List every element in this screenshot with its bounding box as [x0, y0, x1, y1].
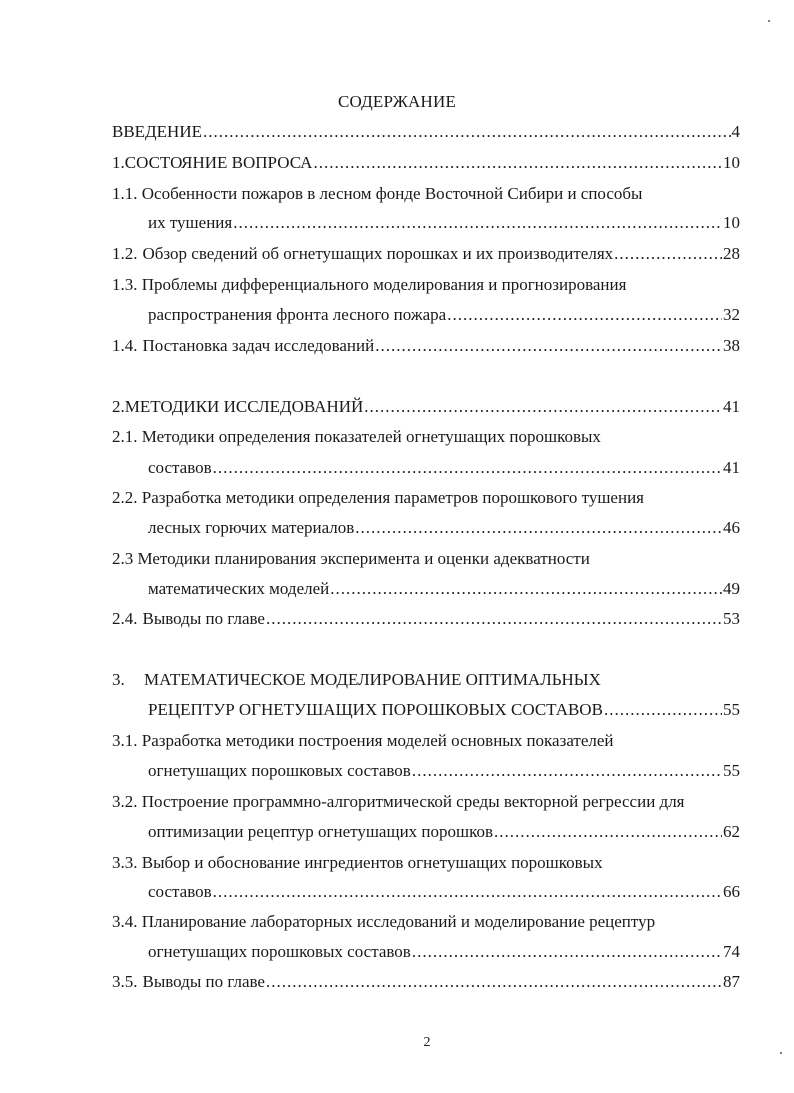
toc-entry-1-3-line2	[148, 304, 740, 326]
toc-entry-section-3-line1	[112, 669, 601, 691]
toc-entry-text: распространения фронта лесного пожара	[148, 305, 447, 324]
toc-entry-number: 2.2.	[112, 488, 138, 507]
toc-entry-section-3-line2	[148, 699, 740, 721]
toc-entry-number: 1.1.	[112, 184, 138, 203]
toc-entry-2-2-line2	[148, 517, 740, 539]
toc-entry-3-1-line2	[148, 760, 740, 782]
toc-entry-page: 10	[723, 153, 740, 172]
toc-entry-3-5	[112, 971, 740, 993]
toc-entry-intro	[112, 121, 740, 143]
leader-dots	[604, 699, 722, 721]
leader-dots	[266, 608, 722, 630]
toc-entry-text: Постановка задач исследований	[142, 336, 375, 355]
leader-dots	[614, 243, 722, 265]
toc-entry-page: 55	[723, 700, 740, 719]
toc-entry-page: 41	[723, 458, 740, 477]
toc-entry-3-2-line1	[112, 791, 685, 813]
toc-entry-number: 3.2.	[112, 792, 138, 811]
toc-entry-number: 3.1.	[112, 731, 138, 750]
toc-entry-page: 62	[723, 822, 740, 841]
toc-entry-page: 38	[723, 336, 740, 355]
leader-dots	[494, 821, 722, 843]
toc-entry-text: МАТЕМАТИЧЕСКОЕ МОДЕЛИРОВАНИЕ ОПТИМАЛЬНЫХ	[144, 670, 601, 689]
toc-entry-text: Проблемы дифференциального моделирования и прогнозирования	[141, 275, 627, 294]
leader-dots	[355, 517, 722, 539]
toc-entry-number: 1.	[112, 153, 125, 172]
leader-dots	[330, 578, 722, 600]
toc-entry-text: составов	[148, 458, 212, 477]
toc-entry-number: 3.5.	[112, 972, 138, 991]
toc-entry-text: лесных горючих материалов	[148, 518, 355, 537]
toc-entry-page: 32	[723, 305, 740, 324]
page-title: СОДЕРЖАНИЕ	[337, 92, 457, 111]
toc-entry-section-1	[112, 152, 740, 174]
toc-entry-number: 3.4.	[112, 912, 138, 931]
scan-speck	[780, 1052, 782, 1054]
leader-dots	[203, 121, 731, 143]
leader-dots	[447, 304, 722, 326]
leader-dots	[412, 760, 722, 782]
toc-entry-3-2-line2	[148, 821, 740, 843]
toc-entry-text: Разработка методики определения параметров порошкового тушения	[141, 488, 644, 507]
toc-entry-text: их тушения	[148, 213, 233, 232]
toc-entry-section-2	[112, 396, 740, 418]
toc-entry-page: 87	[723, 972, 740, 991]
toc-entry-text: МЕТОДИКИ ИССЛЕДОВАНИЙ	[124, 397, 364, 416]
toc-entry-page: 74	[723, 942, 740, 961]
toc-entry-text: оптимизации рецептур огнетушащих порошков	[148, 822, 494, 841]
toc-entry-text: Выбор и обоснование ингредиентов огнетушащих порошковых	[141, 853, 603, 872]
page-number: 2	[423, 1035, 431, 1050]
toc-entry-text: РЕЦЕПТУР ОГНЕТУШАЩИХ ПОРОШКОВЫХ СОСТАВОВ	[148, 700, 603, 719]
toc-entry-number: 2.4.	[112, 609, 138, 628]
toc-entry-page: 10	[723, 213, 740, 232]
toc-entry-text: математических моделей	[148, 579, 330, 598]
toc-entry-2-1-line2	[148, 457, 740, 479]
toc-entry-text: огнетушащих порошковых составов	[148, 761, 411, 780]
toc-entry-text: Методики определения показателей огнетушащих порошковых	[141, 427, 601, 446]
toc-entry-number: 1.2.	[112, 244, 138, 263]
leader-dots	[412, 941, 722, 963]
toc-entry-number: 1.4.	[112, 336, 138, 355]
toc-entry-text: Построение программно-алгоритмической среды векторной регрессии для	[141, 792, 685, 811]
toc-entry-2-4	[112, 608, 740, 630]
toc-entry-text: огнетушащих порошковых составов	[148, 942, 411, 961]
toc-entry-text: Выводы по главе	[142, 609, 265, 628]
toc-entry-3-4-line1	[112, 911, 655, 933]
toc-entry-3-3-line1	[112, 852, 603, 874]
toc-entry-text: Выводы по главе	[142, 972, 265, 991]
toc-entry-page: 28	[723, 244, 740, 263]
toc-entry-text: составов	[148, 882, 212, 901]
toc-entry-page: 49	[723, 579, 740, 598]
toc-entry-number: 2.	[112, 397, 125, 416]
toc-entry-page: 55	[723, 761, 740, 780]
toc-entry-page: 53	[723, 609, 740, 628]
toc-entry-2-2-line1	[112, 487, 644, 509]
toc-entry-text: СОСТОЯНИЕ ВОПРОСА	[124, 153, 313, 172]
toc-entry-text: Методики планирования эксперимента и оценки адекватности	[137, 549, 590, 568]
leader-dots	[213, 457, 722, 479]
toc-entry-1-2	[112, 243, 740, 265]
leader-dots	[233, 212, 722, 234]
toc-entry-page: 66	[723, 882, 740, 901]
leader-dots	[266, 971, 722, 993]
toc-entry-number: 3.3.	[112, 853, 138, 872]
toc-entry-text: ВВЕДЕНИЕ	[112, 122, 202, 141]
toc-entry-2-1-line1	[112, 426, 601, 448]
toc-entry-page: 41	[723, 397, 740, 416]
toc-entry-text: Обзор сведений об огнетушащих порошках и их производителях	[142, 244, 614, 263]
toc-entry-1-1-line2	[148, 212, 740, 234]
toc-entry-text: Планирование лабораторных исследований и моделирование рецептур	[141, 912, 656, 931]
leader-dots	[313, 152, 722, 174]
toc-entry-1-3-line1	[112, 274, 626, 296]
toc-entry-2-3-line1	[112, 548, 590, 570]
toc-entry-2-3-line2	[148, 578, 740, 600]
toc-entry-3-3-line2	[148, 881, 740, 903]
toc-entry-page: 4	[731, 122, 740, 141]
toc-entry-number: 2.3	[112, 549, 134, 568]
leader-dots	[375, 335, 722, 357]
toc-entry-1-1-line1	[112, 183, 642, 205]
toc-entry-number: 3.	[112, 670, 125, 689]
toc-entry-3-4-line2	[148, 941, 740, 963]
toc-entry-1-4	[112, 335, 740, 357]
toc-entry-text: Разработка методики построения моделей основных показателей	[141, 731, 614, 750]
toc-entry-number: 1.3.	[112, 275, 138, 294]
leader-dots	[364, 396, 722, 418]
leader-dots	[213, 881, 722, 903]
toc-entry-3-1-line1	[112, 730, 614, 752]
toc-entry-number: 2.1.	[112, 427, 138, 446]
scan-speck	[768, 20, 770, 22]
toc-entry-page: 46	[723, 518, 740, 537]
toc-entry-text: Особенности пожаров в лесном фонде Восточной Сибири и способы	[141, 184, 643, 203]
